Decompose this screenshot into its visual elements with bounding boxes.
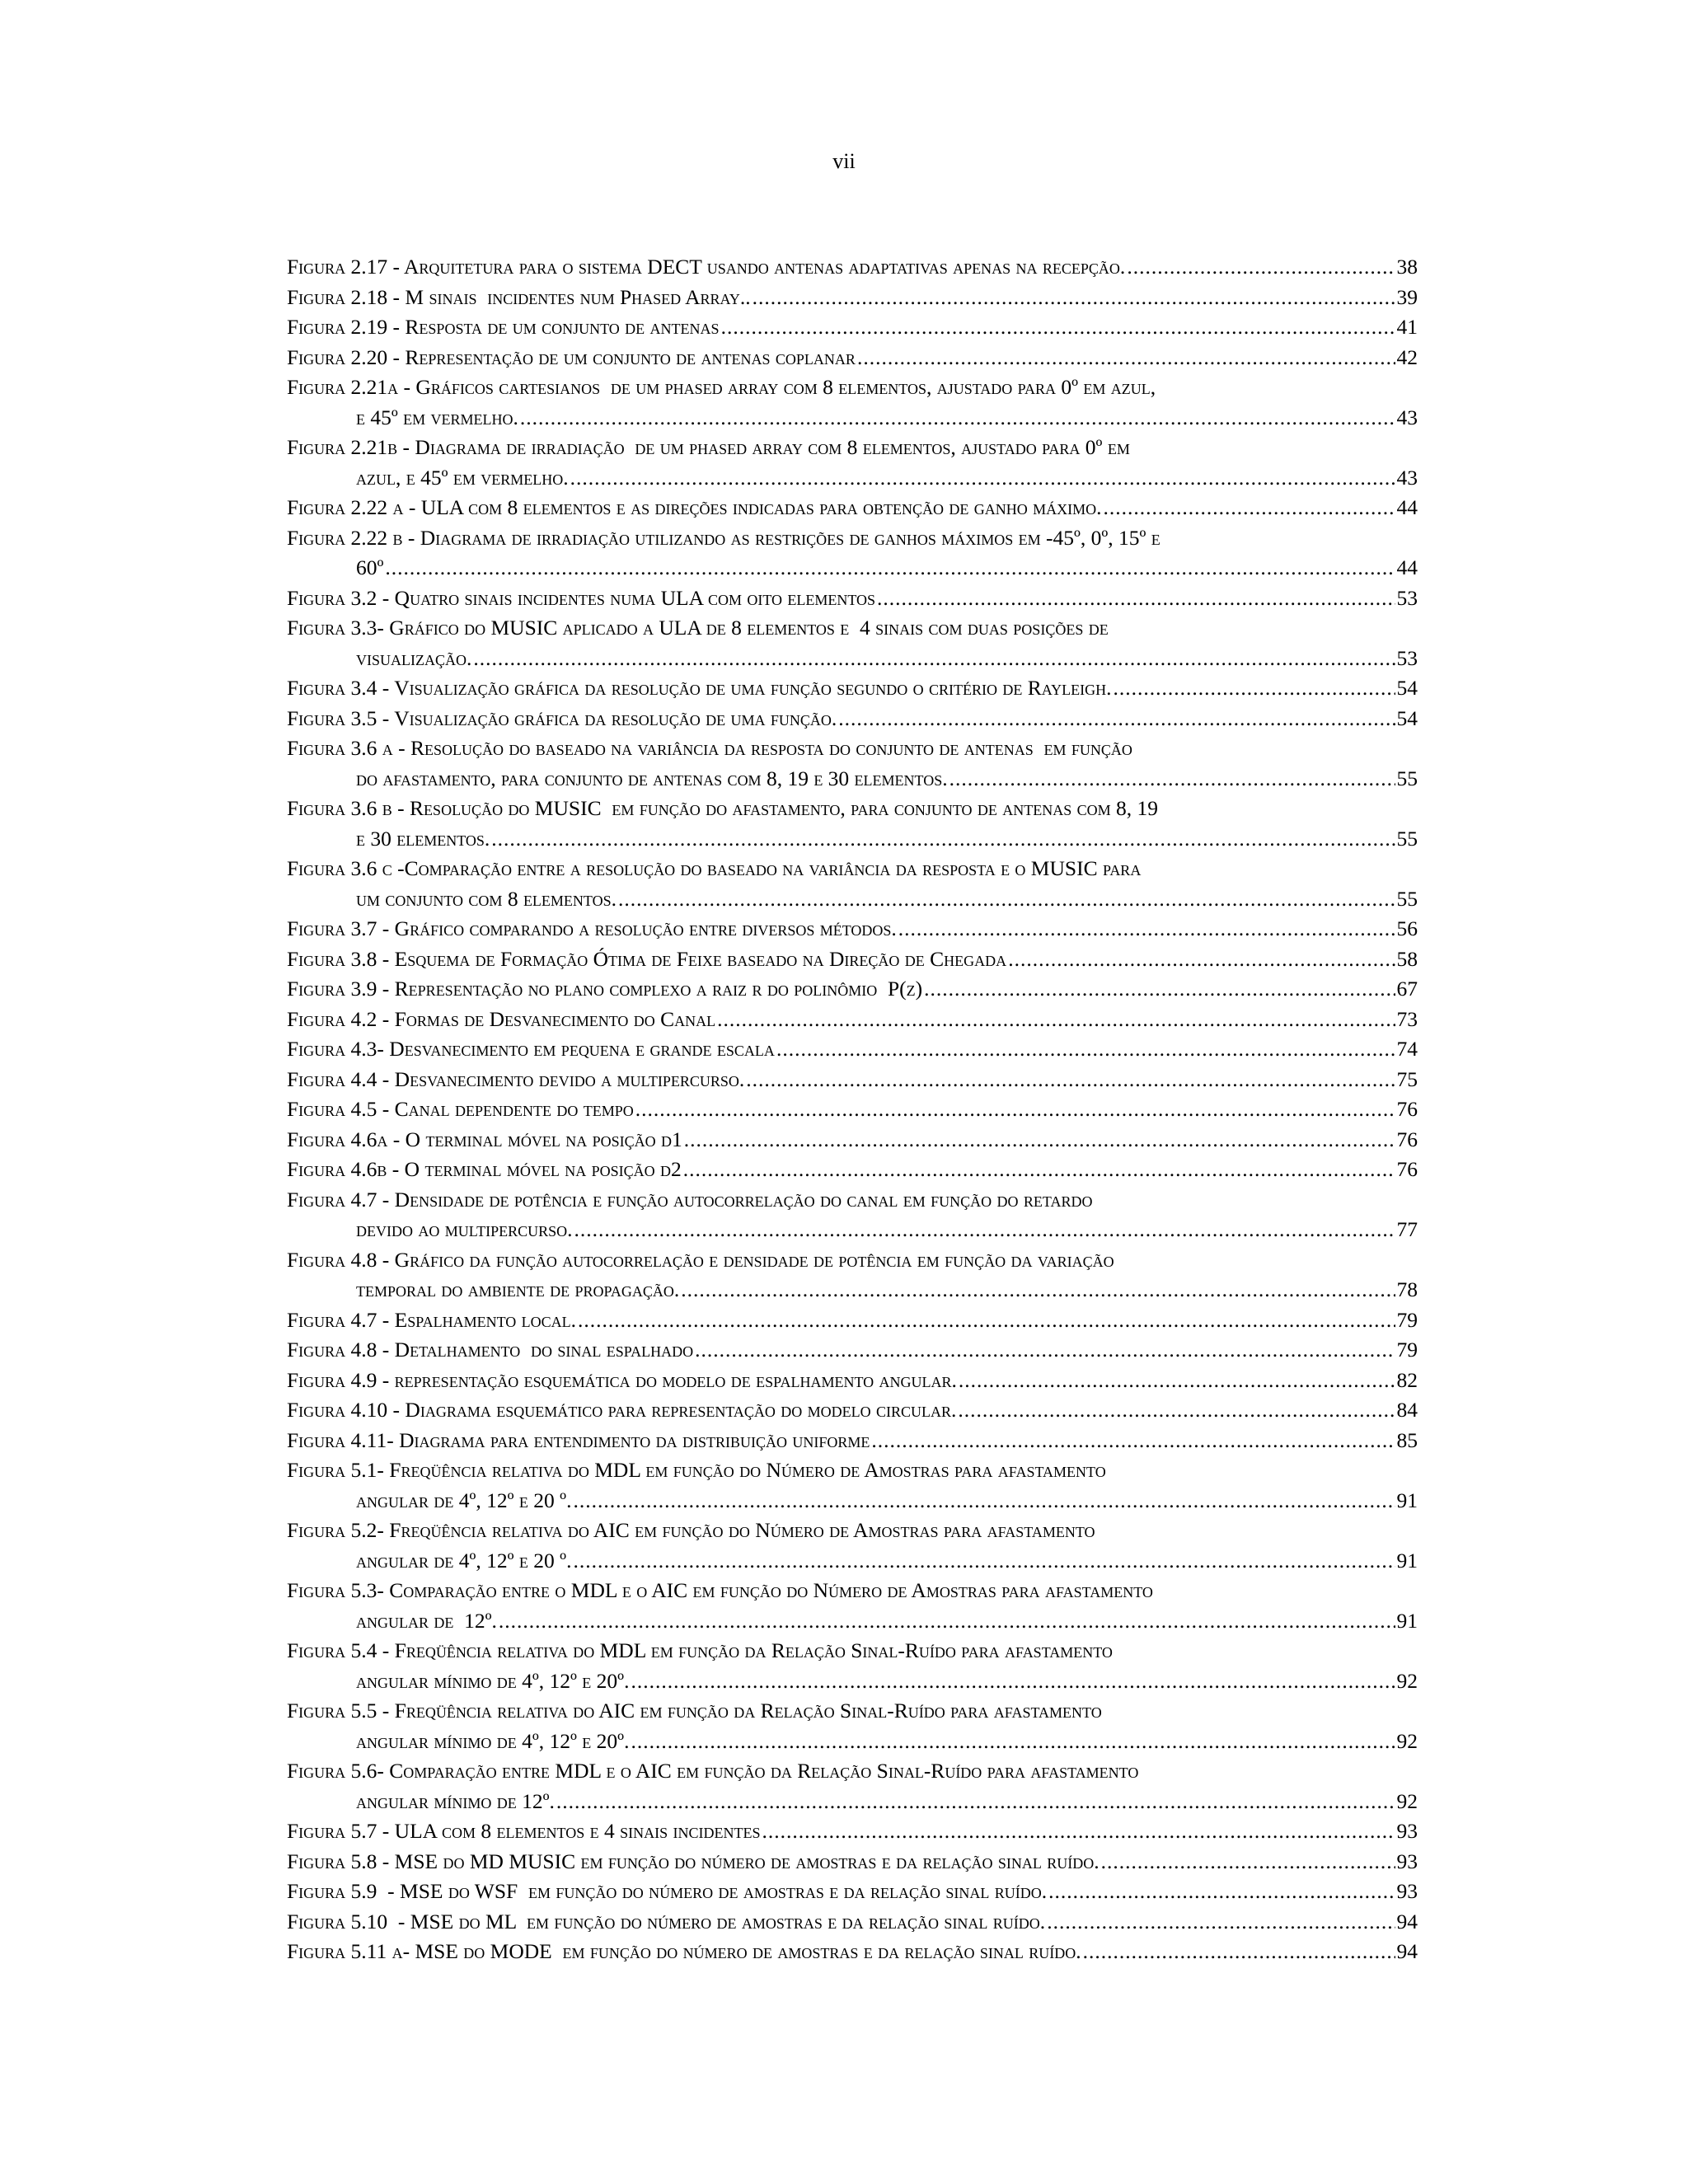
toc-entry-line bbox=[287, 1185, 1418, 1216]
toc-entry-text: do afastamento, para conjunto de antenas com 8, 19 e 30 elementos. bbox=[356, 766, 948, 790]
dot-leader bbox=[776, 1034, 1395, 1065]
toc-entry-continuation bbox=[287, 1666, 1418, 1697]
toc-entry-line bbox=[287, 1847, 1418, 1877]
toc-entry-page: 44 bbox=[1396, 555, 1418, 579]
dot-leader bbox=[635, 1094, 1395, 1125]
dot-leader bbox=[1103, 493, 1395, 523]
toc-entry-text: Figura 5.3- Comparação entre o MDL e o AIC em função do Número de Amostras para afastamento bbox=[287, 1578, 1153, 1602]
toc-entry-line bbox=[287, 1455, 1418, 1486]
toc-entry-continuation bbox=[287, 1215, 1418, 1245]
toc-entry bbox=[287, 1756, 1418, 1816]
toc-entry-continuation bbox=[287, 553, 1418, 583]
dot-leader bbox=[499, 1606, 1395, 1637]
toc-entry-page: 76 bbox=[1396, 1097, 1418, 1121]
toc-entry-line bbox=[287, 673, 1418, 704]
toc-entry-page: 55 bbox=[1396, 826, 1418, 851]
toc-entry-text: Figura 3.9 - Representação no plano complexo a raiz r do polinômio P(z) bbox=[287, 977, 923, 1001]
toc-entry-line bbox=[287, 854, 1418, 884]
toc-entry bbox=[287, 252, 1418, 283]
toc-entry-line bbox=[287, 1426, 1418, 1456]
dot-leader bbox=[1083, 1937, 1395, 1967]
toc-entry-text: 60º bbox=[356, 555, 384, 579]
toc-entry-page: 78 bbox=[1396, 1277, 1418, 1301]
toc-entry bbox=[287, 1455, 1418, 1516]
toc-entry-line bbox=[287, 1034, 1418, 1065]
toc-entry-line bbox=[287, 733, 1418, 764]
toc-entry bbox=[287, 1335, 1418, 1366]
dot-leader bbox=[570, 463, 1395, 494]
toc-entry-page: 42 bbox=[1396, 344, 1418, 369]
toc-entry bbox=[287, 343, 1418, 373]
toc-entry-text: Figura 2.19 - Resposta de um conjunto de antenas bbox=[287, 315, 720, 339]
dot-leader bbox=[618, 884, 1395, 915]
toc-entry-page: 58 bbox=[1396, 946, 1418, 971]
toc-entry-text: Figura 4.6b - O terminal móvel na posição d2 bbox=[287, 1157, 682, 1181]
dot-leader bbox=[1113, 673, 1395, 704]
toc-entry-continuation bbox=[287, 1787, 1418, 1817]
toc-entry-text: Figura 4.7 - Espalhamento local. bbox=[287, 1307, 577, 1332]
dot-leader bbox=[871, 1426, 1395, 1456]
dot-leader bbox=[574, 1215, 1395, 1245]
toc-entry-page: 84 bbox=[1396, 1398, 1418, 1422]
list-of-figures bbox=[287, 252, 1418, 1967]
toc-entry-text: e 45º em vermelho. bbox=[356, 405, 518, 429]
toc-entry-line bbox=[287, 1395, 1418, 1426]
toc-entry bbox=[287, 1847, 1418, 1877]
toc-entry-page: 76 bbox=[1396, 1127, 1418, 1151]
toc-entry-line bbox=[287, 343, 1418, 373]
toc-entry-page: 79 bbox=[1396, 1338, 1418, 1361]
toc-entry-continuation bbox=[287, 1275, 1418, 1305]
toc-entry-page: 94 bbox=[1396, 1939, 1418, 1963]
toc-entry-page: 73 bbox=[1396, 1006, 1418, 1031]
toc-entry-page: 67 bbox=[1396, 977, 1418, 1001]
toc-entry bbox=[287, 704, 1418, 734]
toc-entry-text: Figura 2.21a - Gráficos cartesianos de um phased array com 8 elementos, ajustado para 0º em azul, bbox=[287, 375, 1156, 399]
toc-entry-text: Figura 3.4 - Visualização gráfica da resolução de uma função segundo o critério de Rayleigh. bbox=[287, 676, 1112, 700]
dot-leader bbox=[877, 583, 1395, 614]
toc-entry-text: Figura 2.18 - M sinais incidentes num Phased Array.. bbox=[287, 284, 751, 309]
toc-entry-text: azul, e 45º em vermelho. bbox=[356, 465, 569, 490]
toc-entry-line bbox=[287, 283, 1418, 313]
toc-entry bbox=[287, 373, 1418, 433]
toc-entry-text: Figura 3.6 c -Comparação entre a resolução do baseado na variância da resposta e o MUSIC para bbox=[287, 856, 1142, 880]
toc-entry bbox=[287, 1576, 1418, 1636]
toc-entry-text: Figura 4.2 - Formas de Desvanecimento do Canal bbox=[287, 1006, 716, 1031]
toc-entry-text: angular mínimo de 12º. bbox=[356, 1788, 555, 1813]
dot-leader bbox=[762, 1816, 1395, 1847]
toc-entry-page: 94 bbox=[1396, 1909, 1418, 1933]
dot-leader bbox=[924, 974, 1395, 1005]
toc-entry-text: Figura 2.20 - Representação de um conjunto de antenas coplanar bbox=[287, 344, 856, 369]
toc-entry bbox=[287, 1816, 1418, 1847]
toc-entry bbox=[287, 1516, 1418, 1576]
dot-leader bbox=[753, 283, 1395, 313]
toc-entry-text: Figura 5.7 - ULA com 8 elementos e 4 sinais incidentes bbox=[287, 1819, 761, 1843]
toc-entry-page: 53 bbox=[1396, 585, 1418, 610]
toc-entry-line bbox=[287, 1877, 1418, 1907]
toc-entry-page: 92 bbox=[1396, 1728, 1418, 1753]
toc-entry-page: 77 bbox=[1396, 1217, 1418, 1241]
toc-entry-text: Figura 5.10 - MSE do ML em função do número de amostras e da relação sinal ruído. bbox=[287, 1909, 1046, 1933]
toc-entry-line bbox=[287, 1305, 1418, 1336]
toc-entry-line bbox=[287, 1756, 1418, 1787]
toc-entry-text: Figura 4.10 - Diagrama esquemático para representação do modelo circular. bbox=[287, 1398, 957, 1422]
toc-entry-text: Figura 3.3- Gráfico do MUSIC aplicado a ULA de 8 elementos e 4 sinais com duas posições de bbox=[287, 616, 1109, 640]
toc-entry-line bbox=[287, 1907, 1418, 1938]
dot-leader bbox=[746, 1065, 1395, 1095]
toc-entry-continuation bbox=[287, 884, 1418, 915]
toc-entry-text: um conjunto com 8 elementos. bbox=[356, 886, 617, 911]
dot-leader bbox=[857, 343, 1395, 373]
toc-entry-page: 56 bbox=[1396, 916, 1418, 940]
dot-leader bbox=[898, 914, 1395, 944]
dot-leader bbox=[520, 403, 1395, 434]
toc-entry-line bbox=[287, 1245, 1418, 1276]
toc-entry-page: 92 bbox=[1396, 1788, 1418, 1813]
toc-entry bbox=[287, 1155, 1418, 1185]
toc-entry-text: Figura 2.21b - Diagrama de irradiação de um phased array com 8 elementos, ajustado para 0º em bbox=[287, 435, 1130, 459]
toc-entry-continuation bbox=[287, 1606, 1418, 1637]
dot-leader bbox=[721, 312, 1395, 343]
toc-entry-page: 93 bbox=[1396, 1849, 1418, 1873]
toc-entry-text: Figura 2.22 a - ULA com 8 elementos e as direções indicadas para obtenção de ganho máximo. bbox=[287, 495, 1102, 519]
toc-entry-line bbox=[287, 433, 1418, 463]
toc-entry-text: Figura 5.9 - MSE do WSF em função do número de amostras e da relação sinal ruído. bbox=[287, 1879, 1048, 1903]
toc-entry bbox=[287, 794, 1418, 854]
toc-entry-text: temporal do ambiente de propagação. bbox=[356, 1277, 680, 1301]
toc-entry-text: visualização. bbox=[356, 645, 472, 670]
toc-entry bbox=[287, 523, 1418, 583]
toc-entry bbox=[287, 312, 1418, 343]
toc-entry-line bbox=[287, 1094, 1418, 1125]
toc-entry-continuation bbox=[287, 824, 1418, 855]
toc-entry bbox=[287, 1426, 1418, 1456]
toc-entry-text: Figura 4.5 - Canal dependente do tempo bbox=[287, 1097, 634, 1121]
toc-entry bbox=[287, 1305, 1418, 1336]
toc-entry-page: 53 bbox=[1396, 645, 1418, 670]
toc-entry-page: 91 bbox=[1396, 1548, 1418, 1572]
toc-entry-page: 74 bbox=[1396, 1037, 1418, 1061]
toc-entry-text: Figura 3.5 - Visualização gráfica da resolução de uma função. bbox=[287, 705, 837, 730]
toc-entry-text: devido ao multipercurso. bbox=[356, 1217, 573, 1241]
toc-entry bbox=[287, 944, 1418, 975]
toc-entry-text: angular de 4º, 12º e 20 º. bbox=[356, 1548, 572, 1572]
toc-entry-line bbox=[287, 704, 1418, 734]
toc-entry bbox=[287, 673, 1418, 704]
toc-entry-text: angular mínimo de 4º, 12º e 20º. bbox=[356, 1728, 630, 1753]
dot-leader bbox=[950, 764, 1395, 794]
toc-entry-continuation bbox=[287, 1486, 1418, 1516]
dot-leader bbox=[1008, 944, 1395, 975]
toc-entry-text: Figura 2.17 - Arquitetura para o sistema DECT usando antenas adaptativas apenas na recepção. bbox=[287, 255, 1126, 279]
toc-entry-line bbox=[287, 613, 1418, 644]
toc-entry-page: 44 bbox=[1396, 495, 1418, 519]
toc-entry bbox=[287, 1877, 1418, 1907]
toc-entry-page: 55 bbox=[1396, 766, 1418, 790]
toc-entry-continuation bbox=[287, 1546, 1418, 1577]
toc-entry-text: Figura 3.8 - Esquema de Formação Ótima de Feixe baseado na Direção de Chegada bbox=[287, 946, 1007, 971]
toc-entry bbox=[287, 914, 1418, 944]
toc-entry bbox=[287, 1034, 1418, 1065]
toc-entry-line bbox=[287, 1366, 1418, 1396]
toc-entry-continuation bbox=[287, 403, 1418, 434]
toc-entry bbox=[287, 583, 1418, 614]
toc-entry-text: Figura 3.6 a - Resolução do baseado na variância da resposta do conjunto de antenas em função bbox=[287, 736, 1132, 760]
toc-entry-line bbox=[287, 493, 1418, 523]
toc-entry bbox=[287, 1907, 1418, 1938]
dot-leader bbox=[573, 1486, 1395, 1516]
dot-leader bbox=[958, 1395, 1395, 1426]
dot-leader bbox=[385, 553, 1395, 583]
toc-entry bbox=[287, 283, 1418, 313]
dot-leader bbox=[681, 1275, 1395, 1305]
toc-entry bbox=[287, 1366, 1418, 1396]
toc-entry bbox=[287, 1185, 1418, 1245]
toc-entry bbox=[287, 493, 1418, 523]
toc-entry-text: Figura 5.6- Comparação entre MDL e o AIC em função da Relação Sinal-Ruído para afastamento bbox=[287, 1759, 1139, 1783]
toc-entry-line bbox=[287, 1576, 1418, 1606]
toc-entry-line bbox=[287, 1005, 1418, 1035]
dot-leader bbox=[1048, 1877, 1395, 1907]
toc-entry-page: 93 bbox=[1396, 1819, 1418, 1843]
toc-entry-line bbox=[287, 794, 1418, 824]
toc-entry-line bbox=[287, 523, 1418, 554]
toc-entry-text: Figura 5.5 - Freqüência relativa do AIC em função da Relação Sinal-Ruído para afastamento bbox=[287, 1699, 1102, 1722]
toc-entry-line bbox=[287, 914, 1418, 944]
dot-leader bbox=[631, 1727, 1395, 1757]
toc-entry-continuation bbox=[287, 463, 1418, 494]
toc-entry-text: angular de 12º. bbox=[356, 1608, 497, 1633]
toc-entry-text: Figura 5.4 - Freqüência relativa do MDL em função da Relação Sinal-Ruído para afastamento bbox=[287, 1638, 1113, 1662]
toc-entry-text: Figura 3.2 - Quatro sinais incidentes numa ULA com oito elementos bbox=[287, 585, 876, 610]
toc-entry bbox=[287, 854, 1418, 914]
toc-entry-line bbox=[287, 944, 1418, 975]
toc-entry-text: angular de 4º, 12º e 20 º. bbox=[356, 1488, 572, 1512]
dot-leader bbox=[1101, 1847, 1395, 1877]
toc-entry-text: Figura 4.7 - Densidade de potência e função autocorrelação do canal em função do retardo bbox=[287, 1187, 1093, 1212]
toc-entry-page: 75 bbox=[1396, 1066, 1418, 1091]
dot-leader bbox=[959, 1366, 1395, 1396]
toc-entry bbox=[287, 613, 1418, 673]
toc-entry-page: 54 bbox=[1396, 705, 1418, 730]
toc-entry-text: Figura 4.4 - Desvanecimento devido a multipercurso. bbox=[287, 1066, 745, 1091]
dot-leader bbox=[1127, 252, 1395, 283]
dot-leader bbox=[473, 644, 1395, 674]
page-number: vii bbox=[832, 149, 856, 173]
toc-entry-text: Figura 3.7 - Gráfico comparando a resolução entre diversos métodos. bbox=[287, 916, 897, 940]
toc-entry-page: 93 bbox=[1396, 1879, 1418, 1903]
toc-entry-text: Figura 4.8 - Detalhamento do sinal espalhado bbox=[287, 1338, 694, 1361]
toc-entry-text: Figura 5.8 - MSE do MD MUSIC em função do número de amostras e da relação sinal ruído. bbox=[287, 1849, 1100, 1873]
toc-entry-line bbox=[287, 252, 1418, 283]
toc-entry-text: e 30 elementos. bbox=[356, 826, 490, 851]
toc-entry-text: Figura 3.6 b - Resolução do MUSIC em função do afastamento, para conjunto de antenas com 8, 19 bbox=[287, 796, 1159, 820]
toc-entry-text: Figura 4.9 - representação esquemática do modelo de espalhamento angular. bbox=[287, 1367, 957, 1392]
toc-entry-continuation bbox=[287, 644, 1418, 674]
toc-entry-text: Figura 5.1- Freqüência relativa do MDL em função do Número de Amostras para afastamento bbox=[287, 1458, 1106, 1482]
dot-leader bbox=[717, 1005, 1395, 1035]
toc-entry-line bbox=[287, 1125, 1418, 1155]
toc-entry-line bbox=[287, 1335, 1418, 1366]
toc-entry-page: 43 bbox=[1396, 465, 1418, 490]
toc-entry bbox=[287, 1094, 1418, 1125]
toc-entry bbox=[287, 1065, 1418, 1095]
dot-leader bbox=[573, 1546, 1395, 1577]
dot-leader bbox=[631, 1666, 1395, 1697]
dot-leader bbox=[578, 1305, 1395, 1336]
dot-leader bbox=[1047, 1907, 1395, 1938]
toc-entry-text: Figura 2.22 b - Diagrama de irradiação utilizando as restrições de ganhos máximos em -45º, 0º, 15º e bbox=[287, 525, 1160, 550]
toc-entry bbox=[287, 733, 1418, 794]
toc-entry-line bbox=[287, 1155, 1418, 1185]
toc-entry-page: 79 bbox=[1396, 1307, 1418, 1332]
toc-entry bbox=[287, 974, 1418, 1005]
toc-entry-line bbox=[287, 1937, 1418, 1967]
toc-entry bbox=[287, 1636, 1418, 1696]
dot-leader bbox=[683, 1155, 1395, 1185]
toc-entry bbox=[287, 1005, 1418, 1035]
toc-entry-line bbox=[287, 312, 1418, 343]
toc-entry-line bbox=[287, 1696, 1418, 1727]
toc-entry bbox=[287, 1245, 1418, 1305]
toc-entry-line bbox=[287, 1516, 1418, 1546]
toc-entry-page: 54 bbox=[1396, 676, 1418, 700]
toc-entry-page: 91 bbox=[1396, 1488, 1418, 1512]
toc-entry-page: 92 bbox=[1396, 1668, 1418, 1693]
dot-leader bbox=[491, 824, 1395, 855]
toc-entry-text: Figura 4.11- Diagrama para entendimento da distribuição uniforme bbox=[287, 1427, 870, 1452]
toc-entry bbox=[287, 433, 1418, 493]
toc-entry-page: 38 bbox=[1396, 255, 1418, 279]
toc-entry-text: Figura 5.11 a- MSE do MODE em função do número de amostras e da relação sinal ruído. bbox=[287, 1939, 1081, 1963]
toc-entry-page: 39 bbox=[1396, 284, 1418, 309]
toc-entry-text: Figura 4.6a - O terminal móvel na posição d1 bbox=[287, 1127, 682, 1151]
toc-entry-page: 76 bbox=[1396, 1157, 1418, 1181]
toc-entry bbox=[287, 1937, 1418, 1967]
toc-entry-page: 43 bbox=[1396, 405, 1418, 429]
dot-leader bbox=[684, 1125, 1395, 1155]
toc-entry-text: Figura 4.3- Desvanecimento em pequena e grande escala bbox=[287, 1037, 775, 1061]
toc-entry-line bbox=[287, 1636, 1418, 1666]
toc-entry-line bbox=[287, 1065, 1418, 1095]
toc-entry-page: 41 bbox=[1396, 315, 1418, 339]
toc-entry-text: Figura 4.8 - Gráfico da função autocorrelação e densidade de potência em função da variação bbox=[287, 1247, 1114, 1272]
toc-entry bbox=[287, 1125, 1418, 1155]
toc-entry bbox=[287, 1696, 1418, 1756]
toc-entry-continuation bbox=[287, 1727, 1418, 1757]
toc-entry-text: angular mínimo de 4º, 12º e 20º. bbox=[356, 1668, 630, 1693]
toc-entry-line bbox=[287, 583, 1418, 614]
toc-entry-line bbox=[287, 974, 1418, 1005]
toc-entry-page: 91 bbox=[1396, 1608, 1418, 1633]
dot-leader bbox=[556, 1787, 1395, 1817]
dot-leader bbox=[838, 704, 1395, 734]
toc-entry-text: Figura 5.2- Freqüência relativa do AIC em função do Número de Amostras para afastamento bbox=[287, 1518, 1095, 1542]
toc-entry bbox=[287, 1395, 1418, 1426]
toc-entry-line bbox=[287, 1816, 1418, 1847]
dot-leader bbox=[695, 1335, 1395, 1366]
toc-entry-page: 85 bbox=[1396, 1427, 1418, 1452]
toc-entry-page: 55 bbox=[1396, 886, 1418, 911]
toc-entry-continuation bbox=[287, 764, 1418, 794]
toc-entry-page: 82 bbox=[1396, 1367, 1418, 1392]
toc-entry-line bbox=[287, 373, 1418, 403]
